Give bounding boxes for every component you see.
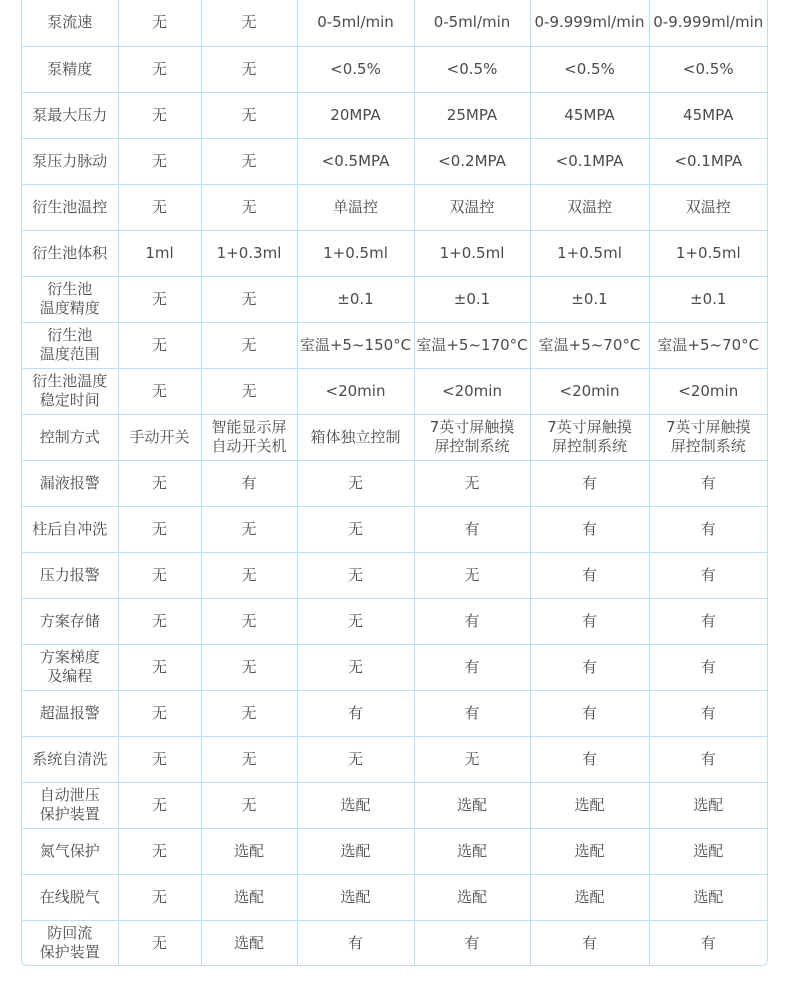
- row-label: 柱后自冲洗: [22, 506, 118, 552]
- table-row: [22, 736, 767, 782]
- table-cell: 无: [118, 138, 201, 184]
- table-cell: 7英寸屏触摸 屏控制系统: [414, 414, 530, 460]
- table-row: [22, 184, 767, 230]
- table-cell: 选配: [649, 782, 767, 828]
- table-cell: 有: [649, 598, 767, 644]
- table-cell: 有: [297, 690, 414, 736]
- table-cell: 有: [414, 920, 530, 966]
- table-cell: 7英寸屏触摸 屏控制系统: [530, 414, 649, 460]
- table-cell: <0.5%: [297, 46, 414, 92]
- table-cell: 智能显示屏 自动开关机: [201, 414, 297, 460]
- row-label: 自动泄压 保护装置: [22, 782, 118, 828]
- table-row: [22, 276, 767, 322]
- table-cell: 选配: [201, 920, 297, 966]
- table-cell: 无: [201, 138, 297, 184]
- table-row: [22, 230, 767, 276]
- table-cell: 无: [201, 92, 297, 138]
- table-cell: 45MPA: [649, 92, 767, 138]
- row-label: 系统自清洗: [22, 736, 118, 782]
- table-row: [22, 322, 767, 368]
- table-cell: 选配: [201, 874, 297, 920]
- table-cell: 1+0.5ml: [530, 230, 649, 276]
- table-cell: 有: [649, 506, 767, 552]
- table-cell: 选配: [649, 874, 767, 920]
- table-cell: 无: [118, 0, 201, 46]
- table-row: [22, 414, 767, 460]
- table-cell: 无: [201, 782, 297, 828]
- table-cell: 1+0.3ml: [201, 230, 297, 276]
- table-cell: 无: [118, 736, 201, 782]
- table-cell: 无: [297, 460, 414, 506]
- table-cell: 双温控: [414, 184, 530, 230]
- table-cell: <0.5MPA: [297, 138, 414, 184]
- table-cell: 1+0.5ml: [297, 230, 414, 276]
- row-label: 衍生池 温度范围: [22, 322, 118, 368]
- table-cell: 无: [201, 276, 297, 322]
- row-label: 衍生池温度 稳定时间: [22, 368, 118, 414]
- table-cell: 选配: [530, 782, 649, 828]
- table-cell: 20MPA: [297, 92, 414, 138]
- table-cell: 选配: [201, 828, 297, 874]
- table-cell: 0-9.999ml/min: [649, 0, 767, 46]
- table-cell: 有: [530, 506, 649, 552]
- table-cell: 有: [530, 690, 649, 736]
- table-cell: 无: [297, 736, 414, 782]
- row-label: 泵流速: [22, 0, 118, 46]
- table-cell: 无: [201, 552, 297, 598]
- table-cell: 有: [530, 460, 649, 506]
- row-label: 压力报警: [22, 552, 118, 598]
- table-cell: ±0.1: [530, 276, 649, 322]
- table-cell: 无: [201, 0, 297, 46]
- table-cell: 0-5ml/min: [414, 0, 530, 46]
- table-row: [22, 644, 767, 690]
- spec-table: [22, 0, 767, 966]
- table-cell: 有: [649, 644, 767, 690]
- row-label: 泵压力脉动: [22, 138, 118, 184]
- table-cell: 25MPA: [414, 92, 530, 138]
- table-cell: 手动开关: [118, 414, 201, 460]
- table-cell: 有: [649, 460, 767, 506]
- table-cell: 有: [297, 920, 414, 966]
- table-cell: <0.5%: [530, 46, 649, 92]
- table-cell: 单温控: [297, 184, 414, 230]
- table-cell: 无: [414, 460, 530, 506]
- row-label: 方案存储: [22, 598, 118, 644]
- table-cell: 有: [201, 460, 297, 506]
- table-row: [22, 138, 767, 184]
- table-cell: <0.1MPA: [649, 138, 767, 184]
- table-row: [22, 92, 767, 138]
- table-cell: <20min: [649, 368, 767, 414]
- table-cell: 室温+5~170°C: [414, 322, 530, 368]
- row-label: 方案梯度 及编程: [22, 644, 118, 690]
- table-cell: <0.5%: [414, 46, 530, 92]
- table-cell: 有: [649, 736, 767, 782]
- table-cell: 无: [201, 644, 297, 690]
- table-cell: 选配: [414, 782, 530, 828]
- table-cell: 选配: [530, 874, 649, 920]
- row-label: 衍生池温控: [22, 184, 118, 230]
- table-cell: 有: [649, 690, 767, 736]
- table-cell: 有: [414, 598, 530, 644]
- table-cell: 无: [118, 506, 201, 552]
- table-cell: 0-5ml/min: [297, 0, 414, 46]
- row-label: 超温报警: [22, 690, 118, 736]
- table-cell: 选配: [297, 782, 414, 828]
- table-cell: <0.1MPA: [530, 138, 649, 184]
- table-cell: 1ml: [118, 230, 201, 276]
- table-cell: 7英寸屏触摸 屏控制系统: [649, 414, 767, 460]
- table-cell: 无: [118, 92, 201, 138]
- table-cell: 选配: [649, 828, 767, 874]
- table-cell: 双温控: [649, 184, 767, 230]
- table-cell: ±0.1: [649, 276, 767, 322]
- table-cell: 无: [414, 552, 530, 598]
- table-cell: 有: [414, 506, 530, 552]
- table-cell: 有: [649, 552, 767, 598]
- table-row: [22, 782, 767, 828]
- spec-table-body: [22, 0, 767, 966]
- table-cell: 有: [700, 933, 716, 952]
- spec-comparison-table: [21, 0, 768, 966]
- table-cell: 无: [201, 368, 297, 414]
- table-cell: ±0.1: [297, 276, 414, 322]
- row-label: 衍生池 温度精度: [22, 276, 118, 322]
- row-label: 漏液报警: [22, 460, 118, 506]
- row-label: 控制方式: [22, 414, 118, 460]
- table-cell: 无: [118, 552, 201, 598]
- table-row: [22, 552, 767, 598]
- table-cell: 无: [118, 322, 201, 368]
- row-label: 防回流 保护装置: [22, 920, 118, 966]
- table-row: [22, 920, 767, 966]
- table-cell: 无: [118, 644, 201, 690]
- table-cell: 无: [201, 506, 297, 552]
- table-cell: 选配: [414, 874, 530, 920]
- table-cell: 无: [118, 874, 201, 920]
- table-cell: 有: [530, 736, 649, 782]
- table-cell: 无: [201, 46, 297, 92]
- table-cell: 室温+5~70°C: [530, 322, 649, 368]
- table-cell: 无: [201, 690, 297, 736]
- row-label: 衍生池体积: [22, 230, 118, 276]
- table-cell: 无: [201, 184, 297, 230]
- table-cell: 无: [118, 184, 201, 230]
- table-cell: 45MPA: [530, 92, 649, 138]
- table-cell: 有: [530, 552, 649, 598]
- table-cell: 无: [118, 368, 201, 414]
- table-cell: 选配: [297, 874, 414, 920]
- table-cell: 有: [530, 920, 649, 966]
- table-cell: 无: [118, 690, 201, 736]
- table-cell: 无: [118, 460, 201, 506]
- table-cell: 1+0.5ml: [649, 230, 767, 276]
- table-cell: <20min: [530, 368, 649, 414]
- table-cell: 有: [530, 598, 649, 644]
- table-cell: 1+0.5ml: [414, 230, 530, 276]
- table-cell: 无: [414, 736, 530, 782]
- table-row: [22, 506, 767, 552]
- table-cell: 无: [118, 276, 201, 322]
- table-row: [22, 460, 767, 506]
- table-cell: ±0.1: [414, 276, 530, 322]
- table-cell: 选配: [414, 828, 530, 874]
- table-row: [22, 690, 767, 736]
- table-cell: 无: [297, 552, 414, 598]
- row-label: 在线脱气: [22, 874, 118, 920]
- table-cell: 无: [297, 644, 414, 690]
- table-cell: 室温+5~70°C: [649, 322, 767, 368]
- table-cell: 有: [414, 690, 530, 736]
- table-cell: <0.5%: [649, 46, 767, 92]
- row-label: 氮气保护: [22, 828, 118, 874]
- table-cell: 无: [118, 920, 201, 966]
- table-row: [22, 874, 767, 920]
- table-cell: 无: [118, 46, 201, 92]
- table-row: [22, 368, 767, 414]
- table-cell: 无: [118, 782, 201, 828]
- table-cell: 无: [201, 322, 297, 368]
- table-cell: <20min: [297, 368, 414, 414]
- table-row: [22, 46, 767, 92]
- table-cell: 箱体独立控制: [297, 414, 414, 460]
- table-cell: 选配: [530, 828, 649, 874]
- table-cell: 选配: [297, 828, 414, 874]
- table-cell: 无: [118, 598, 201, 644]
- table-cell: 有: [530, 644, 649, 690]
- table-cell: 有: [414, 644, 530, 690]
- table-cell: <0.2MPA: [414, 138, 530, 184]
- table-cell: 双温控: [530, 184, 649, 230]
- table-row: [22, 828, 767, 874]
- table-cell: 室温+5~150°C: [297, 322, 414, 368]
- row-label: 泵精度: [22, 46, 118, 92]
- table-row: [22, 0, 767, 46]
- row-label: 泵最大压力: [22, 92, 118, 138]
- table-row: [22, 598, 767, 644]
- table-cell: 无: [201, 598, 297, 644]
- table-cell: 无: [118, 828, 201, 874]
- table-cell: 0-9.999ml/min: [530, 0, 649, 46]
- table-cell: 无: [297, 598, 414, 644]
- table-cell: 无: [201, 736, 297, 782]
- table-cell: <20min: [414, 368, 530, 414]
- table-cell: 无: [297, 506, 414, 552]
